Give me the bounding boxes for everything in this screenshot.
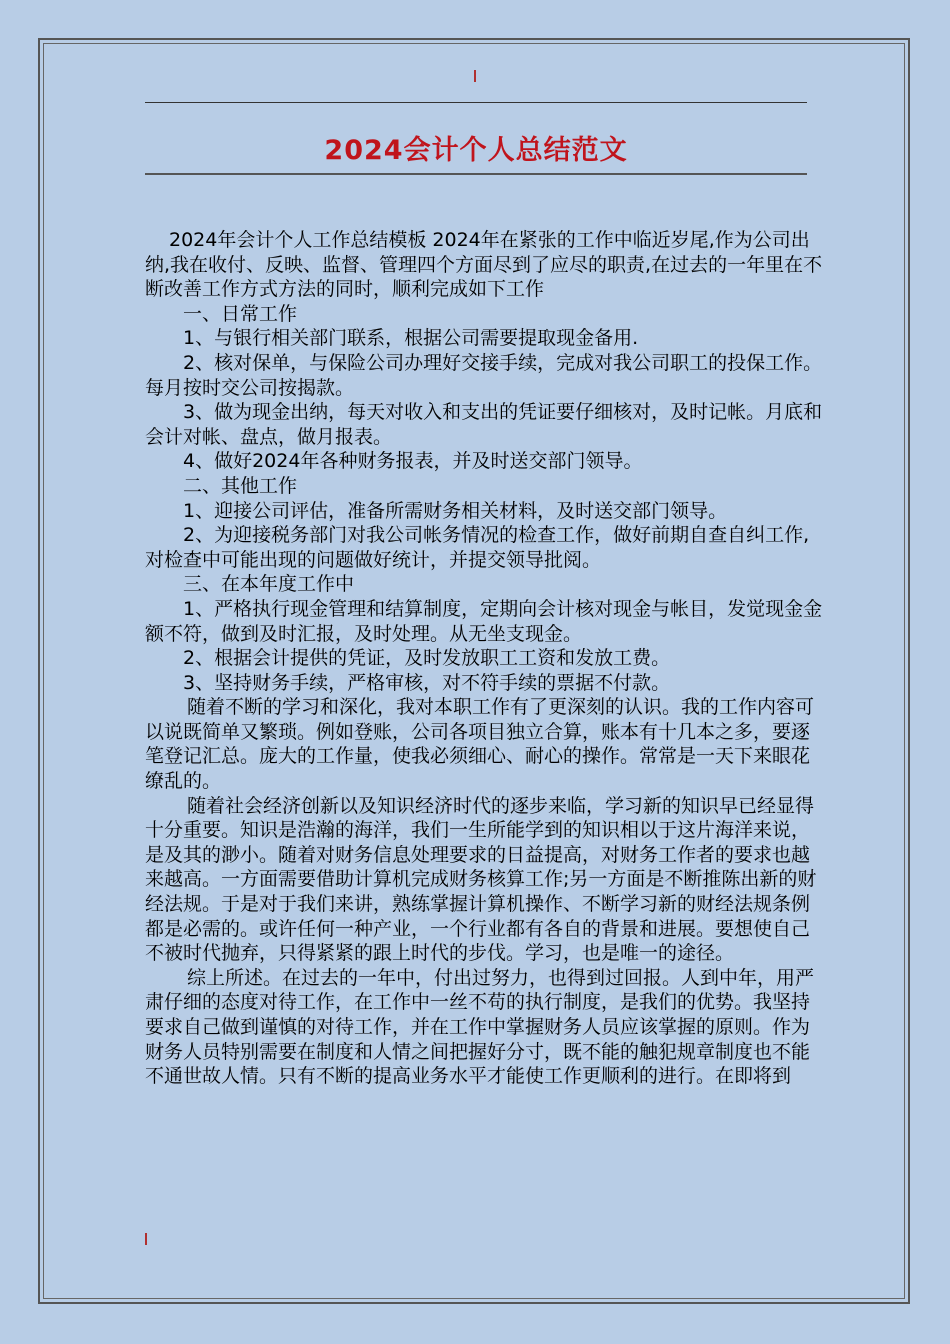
paragraph-intro: 2024年会计个人工作总结模板 2024年在紧张的工作中临近岁尾,作为公司出纳,我在收付、反映、监督、管理四个方面尽到了应尽的职责,在过去的一年里在不断改善工作方式方法的同时，顺利完成如下工作 — [145, 229, 823, 301]
list-item: 4、做好2024年各种财务报表，并及时送交部门领导。 — [183, 450, 643, 473]
list-item: 1、迎接公司评估，准备所需财务相关材料，及时送交部门领导。 — [183, 499, 728, 522]
paragraph: 综上所述。在过去的一年中，付出过努力，也得到过回报。人到中年，用严肃仔细的态度对待工作，在工作中一丝不苟的执行制度，是我们的优势。我坚持要求自己做到谨慎的对待工作，并在工作中掌握财务人员应该掌握的原则。作为财务人员特别需要在制度和人情之间把握好分寸，既不能的触犯规章制度也不能不通世故人情。只有不断的提高业务水平才能使工作更顺利的进行。在即将到 — [145, 966, 815, 1088]
list-item: 2、核对保单，与保险公司办理好交接手续，完成对我公司职工的投保工作。每月按时交公司按揭款。 — [145, 351, 823, 399]
document-title: 2024会计个人总结范文 — [324, 135, 628, 166]
list-item: 3、坚持财务手续，严格审核，对不符手续的票据不付款。 — [183, 671, 671, 694]
document-body — [145, 228, 825, 1089]
list-item: 3、做为现金出纳，每天对收入和支出的凭证要仔细核对，及时记帐。月底和会计对帐、盘点，做月报表。 — [145, 401, 823, 448]
section-heading: 二、其他工作 — [183, 474, 298, 497]
footer-marker — [145, 1233, 147, 1245]
paragraph: 随着社会经济创新以及知识经济时代的逐步来临，学习新的知识早已经显得十分重要。知识是浩瀚的海洋，我们一生所能学到的知识相以于这片海洋来说，是及其的渺小。随着对财务信息处理要求的日益提高，对财务工作者的要求也越来越高。一方面需要借助计算机完成财务核算工作;另一方面是不断推陈出新的财经法规。于是对于我们来讲，熟练掌握计算机操作、不断学习新的财经法规条例都是必需的。或许任何一种产业，一个行业都有各自的背景和进展。要想使自己不被时代抛弃，只得紧紧的跟上时代的步伐。学习，也是唯一的途径。 — [145, 794, 817, 965]
paragraph: 随着不断的学习和深化，我对本职工作有了更深刻的认识。我的工作内容可以说既简单又繁琐。例如登账，公司各项目独立合算，账本有十几本之多，要逐笔登记汇总。庞大的工作量，使我必须细心、耐心的操作。常常是一天下来眼花缭乱的。 — [145, 696, 815, 793]
section-heading: 三、在本年度工作中 — [183, 573, 355, 596]
list-item: 1、严格执行现金管理和结算制度，定期向会计核对现金与帐目，发觉现金金额不符，做到及时汇报，及时处理。从无坐支现金。 — [145, 597, 823, 645]
list-item: 2、根据会计提供的凭证，及时发放职工工资和发放工费。 — [183, 647, 671, 670]
list-item: 1、与银行相关部门联系，根据公司需要提取现金备用. — [183, 327, 639, 350]
header-marker — [474, 70, 476, 82]
title-rule — [145, 173, 807, 175]
section-heading: 一、日常工作 — [183, 302, 298, 325]
header-rule — [145, 102, 807, 103]
list-item: 2、为迎接税务部门对我公司帐务情况的检查工作，做好前期自查自纠工作,对检查中可能出现的问题做好统计，并提交领导批阅。 — [145, 524, 810, 571]
